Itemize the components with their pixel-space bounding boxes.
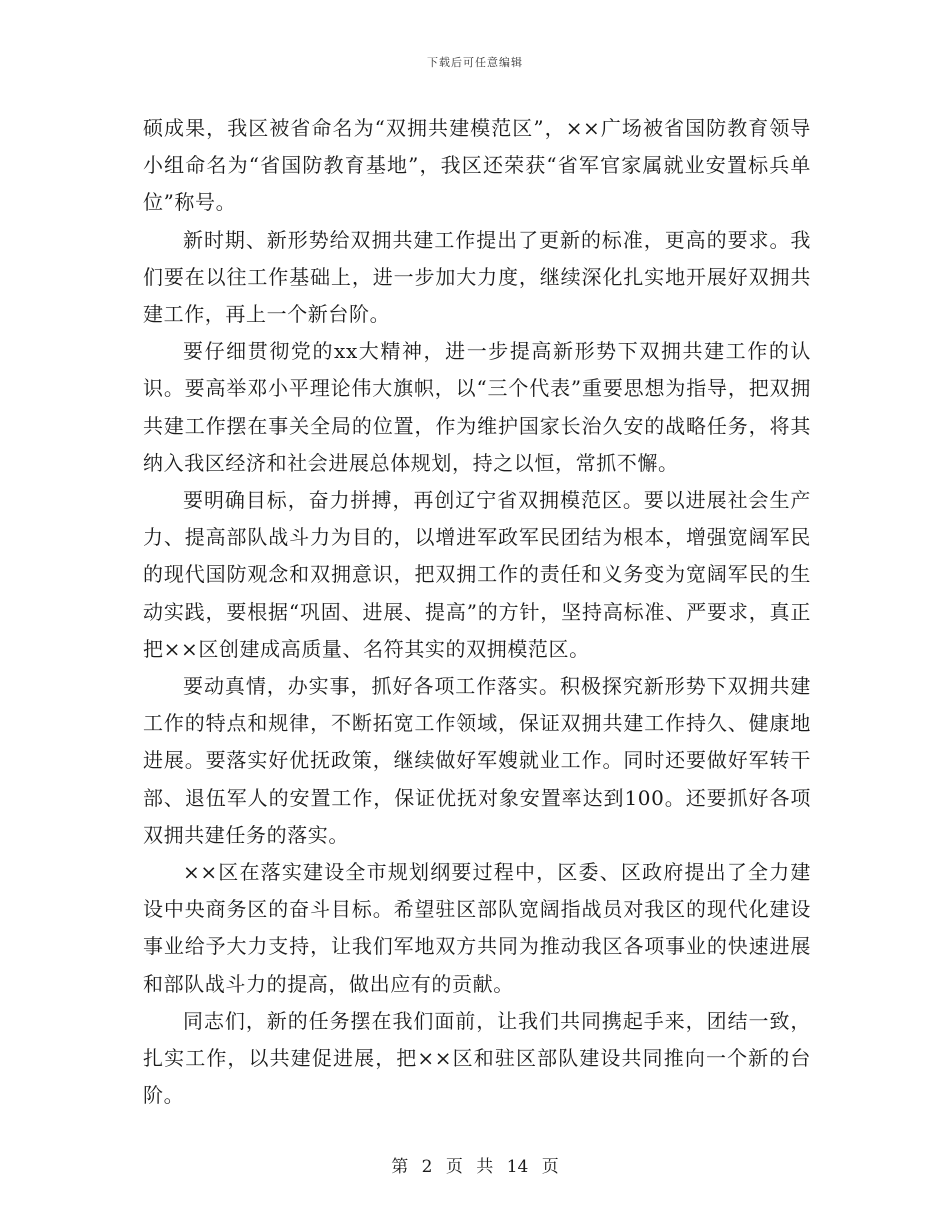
page-number: 第 2 页 共 14 页 [391,1157,559,1177]
paragraph-implementation: 要动真情，办实事，抓好各项工作落实。积极探究新形势下双拥共建工作的特点和规律，不断拓宽工作领域，保证双拥共建工作持久、健康地进展。要落实好优抚政策，继续做好军嫂就业工作。同时还要做好军转干部、退伍军人的安置工作，保证优抚对象安置率达到100。还要抓好各项双拥共建任务的落实。 [143,674,811,847]
paragraph-goals: 要明确目标，奋力拼搏，再创辽宁省双拥模范区。要以进展社会生产力、提高部队战斗力为目的，以增进军政军民团结为根本，增强宽阔军民的现代国防观念和双拥意识，把双拥工作的责任和义务变为宽阔军民的生动实践，要根据“巩固、进展、提高”的方针，坚持高标准、严要求，真正把××区创建成高质量、名符其实的双拥模范区。 [143,488,811,661]
page-header: 下载后可任意编辑 [427,56,523,69]
document-body [143,110,811,1114]
paragraph-continuation: 硕成果，我区被省命名为“双拥共建模范区”，××广场被省国防教育领导小组命名为“省国防教育基地”，我区还荣获“省军官家属就业安置标兵单位”称号。 [143,116,811,215]
paragraph-closing: 同志们，新的任务摆在我们面前，让我们共同携起手来，团结一致，扎实工作，以共建促进展，把××区和驻区部队建设共同推向一个新的台阶。 [143,1008,811,1108]
paragraph-new-requirements: 新时期、新形势给双拥共建工作提出了更新的标准，更高的要求。我们要在以往工作基础上，进一步加大力度，继续深化扎实地开展好双拥共建工作，再上一个新台阶。 [143,227,811,327]
paragraph-district-plan: ××区在落实建设全市规划纲要过程中，区委、区政府提出了全力建设中央商务区的奋斗目标。希望驻区部队宽阔指战员对我区的现代化建设事业给予大力支持，让我们军地双方共同为推动我区各项事业的快速进展和部队战斗力的提高，做出应有的贡献。 [143,860,811,996]
paragraph-understanding: 要仔细贯彻党的xx大精神，进一步提高新形势下双拥共建工作的认识。要高举邓小平理论伟大旗帜，以“三个代表”重要思想为指导，把双拥共建工作摆在事关全局的位置，作为维护国家长治久安的战略任务，将其纳入我区经济和社会进展总体规划，持之以恒，常抓不懈。 [143,339,811,475]
